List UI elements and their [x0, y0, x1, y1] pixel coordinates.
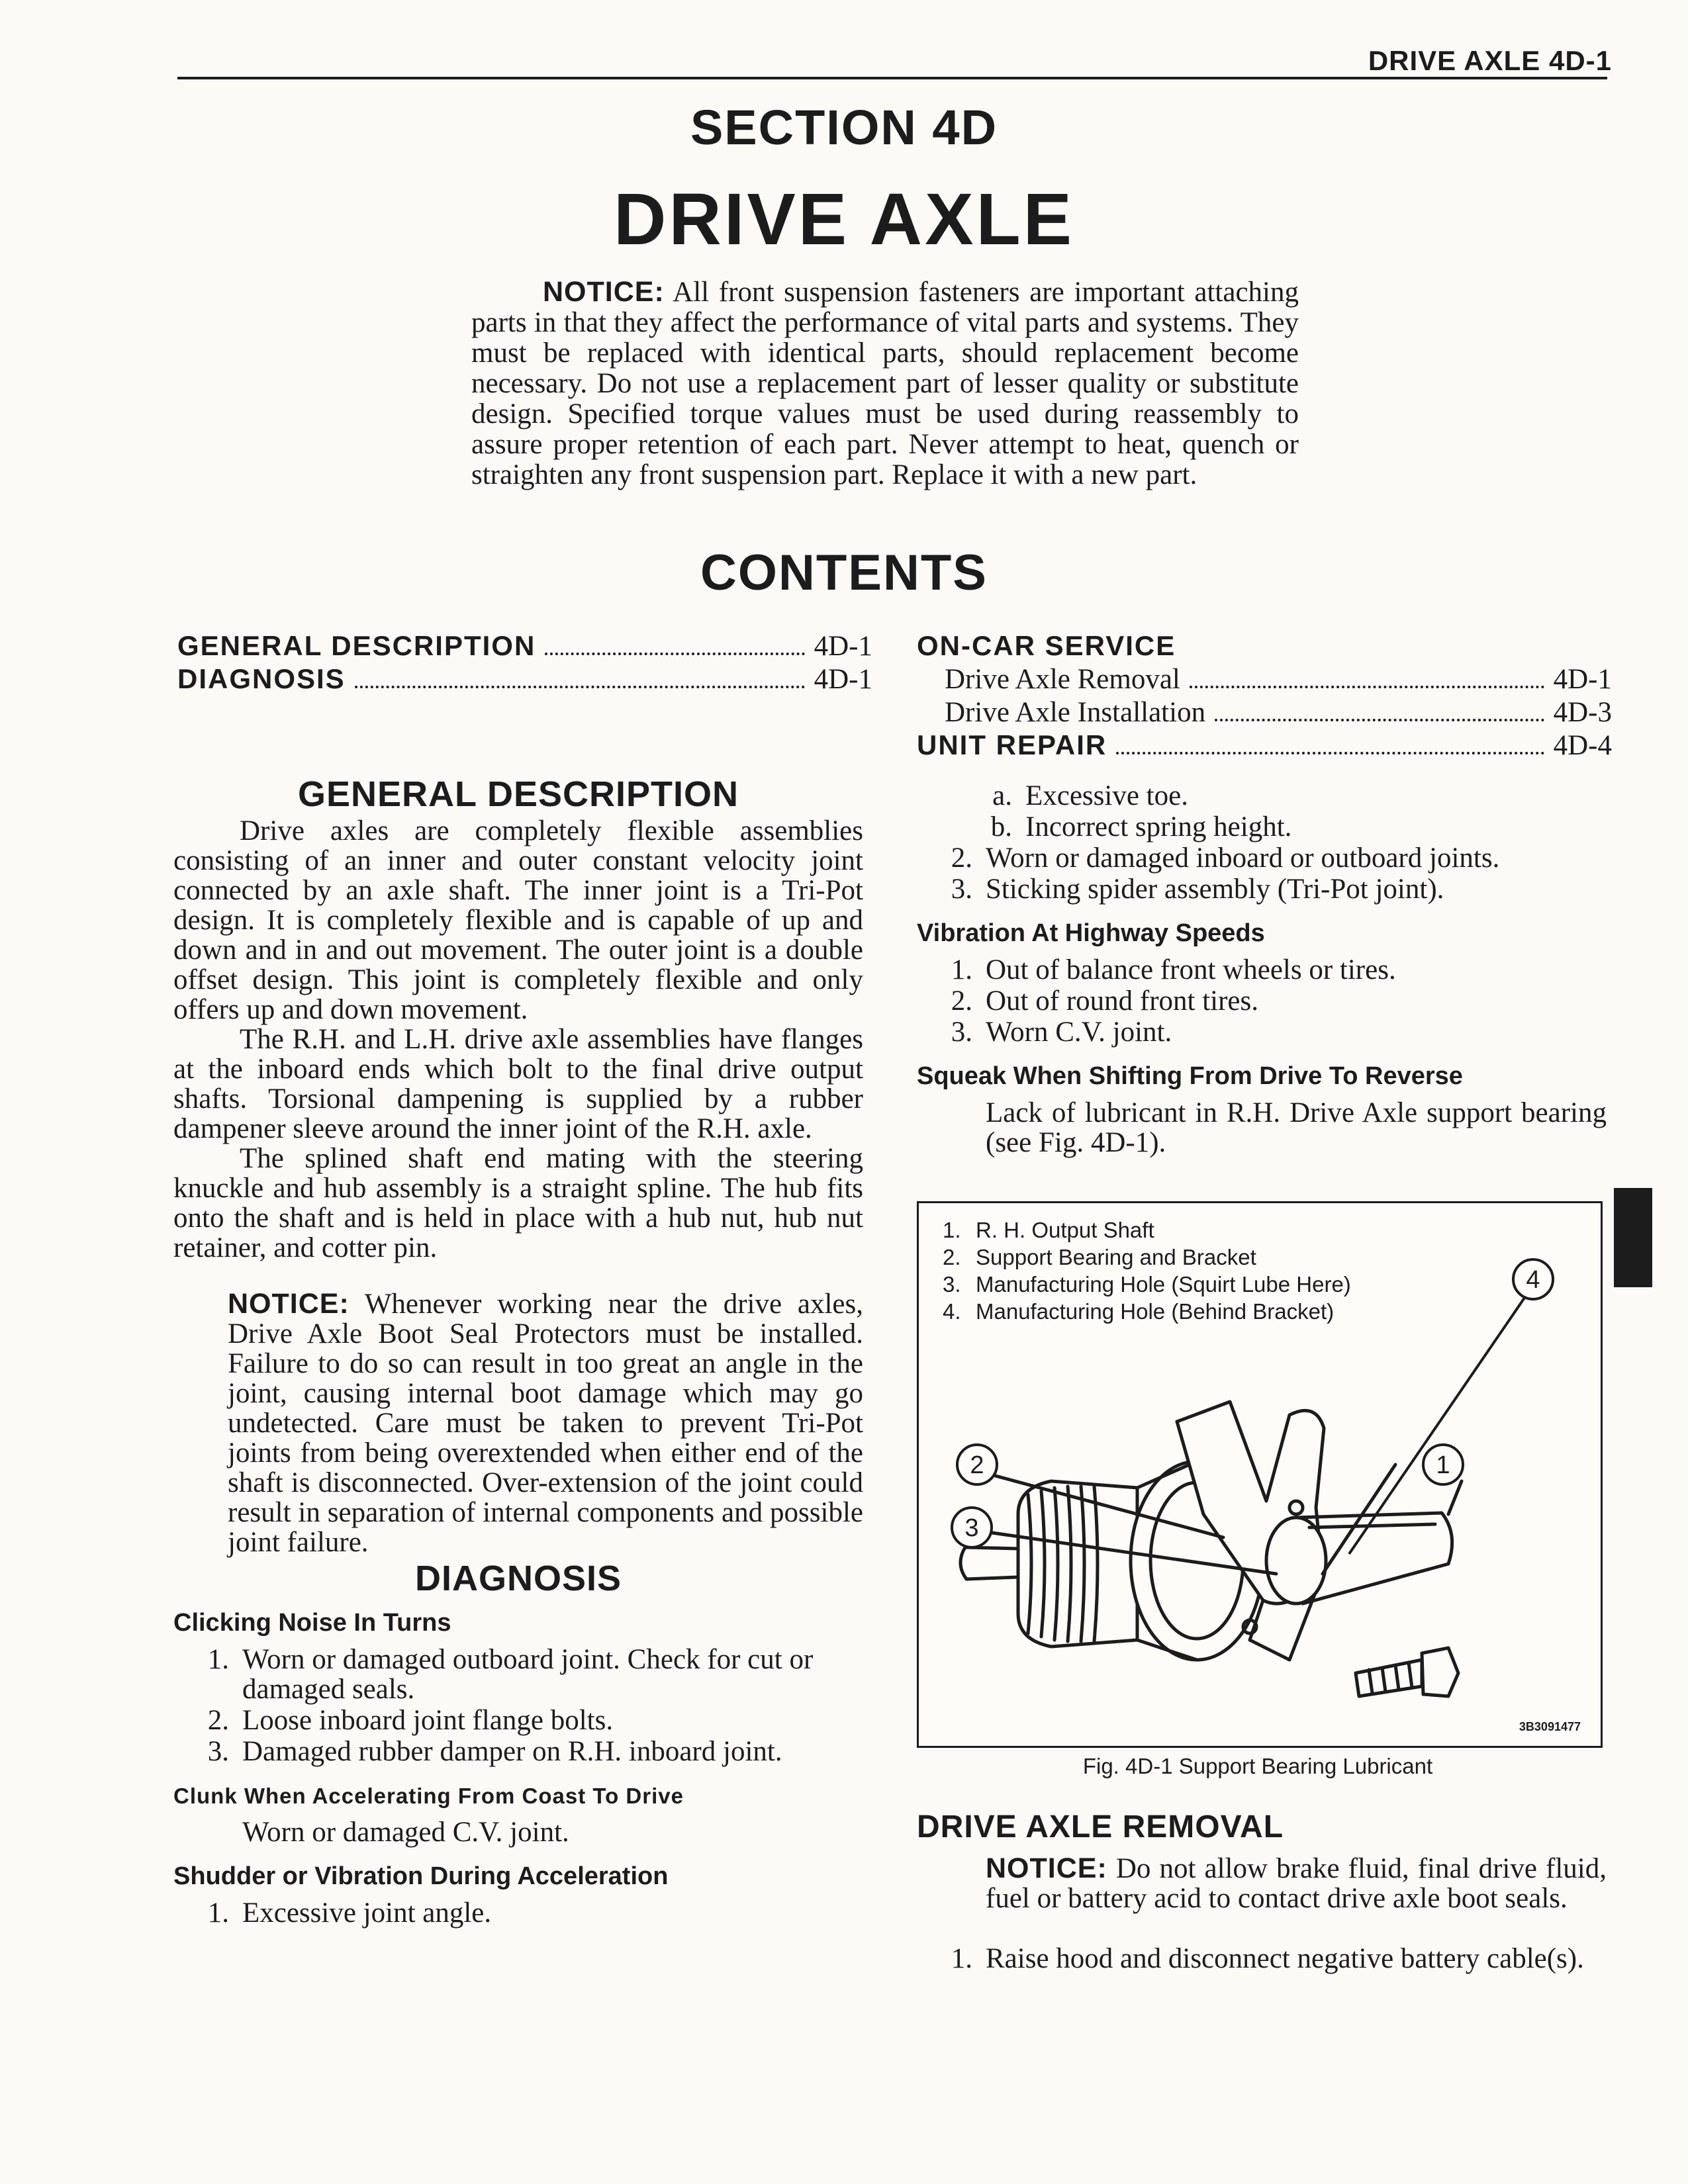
toc-entry-page: 4D-1: [1553, 664, 1612, 695]
item-text: Loose inboard joint flange bolts.: [242, 1705, 614, 1736]
axle-illustration: [919, 1203, 1601, 1746]
legend-text: Manufacturing Hole (Behind Bracket): [976, 1299, 1335, 1324]
list-item: [917, 874, 1607, 904]
toc-entry[interactable]: [917, 663, 1612, 696]
notice-label: NOTICE:: [986, 1852, 1107, 1884]
legend-text: R. H. Output Shaft: [976, 1218, 1154, 1242]
list-item: [917, 1017, 1607, 1047]
item-text: Worn or damaged inboard or outboard joints.: [986, 842, 1500, 874]
legend-number: 1.: [943, 1218, 961, 1242]
toc-entry-page: 4D-4: [1553, 730, 1612, 761]
item-text: Worn C.V. joint.: [986, 1017, 1172, 1048]
legend-number: 3.: [943, 1272, 961, 1297]
diagnosis-heading: DIAGNOSIS: [414, 1559, 622, 1598]
item-text: Worn or damaged outboard joint. Check for cut or damaged seals.: [242, 1644, 814, 1705]
item-number: 2.: [207, 1705, 229, 1736]
toc-entry-title: Drive Axle Removal: [945, 664, 1180, 695]
item-number: 1.: [951, 954, 972, 985]
removal-section: [917, 1809, 1607, 1975]
legend-number: 4.: [943, 1299, 961, 1324]
item-text: Sticking spider assembly (Tri-Pot joint).: [986, 874, 1444, 905]
item-number: b.: [990, 811, 1012, 842]
callout-4: 4: [1526, 1266, 1540, 1294]
toc-leader: [355, 686, 805, 688]
item-number: 1.: [207, 1644, 229, 1675]
paragraph: The splined shaft end mating with the steering knuckle and hub assembly is a straight spline. The hub fits onto the shaft and is held in place with a hub nut, hub nut retainer, and cotter pin.: [173, 1143, 863, 1263]
list-item: [173, 1737, 863, 1766]
contents-title: CONTENTS: [700, 545, 988, 601]
left-column: [173, 774, 863, 1929]
legend-text: Support Bearing and Bracket: [976, 1245, 1256, 1269]
item-number: 1.: [207, 1897, 229, 1929]
removal-heading: DRIVE AXLE REMOVAL: [917, 1809, 1284, 1844]
figure-support-bearing: [917, 1201, 1603, 1748]
toc-entry-page: 4D-3: [1553, 697, 1612, 728]
list-item: [173, 1898, 863, 1928]
toc-entry[interactable]: [917, 729, 1612, 762]
list-item: [917, 843, 1607, 873]
item-text: Out of round front tires.: [986, 985, 1259, 1017]
sub-list-item: [917, 781, 1607, 811]
toc-entry-page: 4D-1: [814, 664, 872, 695]
item-text: Incorrect spring height.: [1025, 811, 1292, 842]
notice-text: All front suspension fasteners are important attaching parts in that they affect the performance of vital parts and systems. They must be replaced with identical parts, should replacement become necessary. Do not use a replacement part of lesser quality or substitute design. Specified torque values must be used during reassembly to assure proper retention of each part. Never attempt to heat, quench or straighten any front suspension part. Replace it with a new part.: [471, 277, 1299, 490]
list-item: [917, 986, 1607, 1016]
callout-1: 1: [1436, 1451, 1450, 1479]
sub-list-item: [917, 812, 1607, 842]
toc-leader: [1215, 719, 1544, 721]
header-rule: [177, 77, 1607, 79]
symptom-heading: Clunk When Accelerating From Coast To Drive: [173, 1784, 684, 1808]
toc-entry[interactable]: [177, 663, 872, 696]
toc-entry-title: DIAGNOSIS: [177, 663, 346, 694]
item-text: Damaged rubber damper on R.H. inboard joint.: [242, 1736, 782, 1767]
item-text: Excessive joint angle.: [242, 1897, 492, 1929]
legend-number: 2.: [943, 1245, 961, 1269]
callout-2: 2: [970, 1451, 984, 1479]
notice-label: NOTICE:: [543, 276, 665, 308]
item-number: 3.: [951, 874, 972, 905]
toc-entry-title: UNIT REPAIR: [917, 729, 1107, 760]
general-description-heading: GENERAL DESCRIPTION: [297, 774, 739, 814]
toc-entry[interactable]: [917, 696, 1612, 729]
figure-caption: Fig. 4D-1 Support Bearing Lubricant: [1082, 1754, 1433, 1778]
item-text: Out of balance front wheels or tires.: [986, 954, 1396, 985]
paragraph: The R.H. and L.H. drive axle assemblies have flanges at the inboard ends which bolt to the final drive output shafts. Torsional dampening is supplied by a rubber dampener sleeve around the inner joint of the R.H. axle.: [173, 1024, 863, 1144]
item-text: Excessive toe.: [1025, 780, 1188, 811]
removal-notice: [917, 1854, 1607, 1913]
right-column: [917, 780, 1607, 1158]
item-number: 1.: [951, 1943, 972, 1974]
symptom-heading: Clicking Noise In Turns: [173, 1609, 451, 1637]
list-item: [917, 955, 1607, 985]
notice-label: NOTICE:: [228, 1288, 350, 1320]
list-item: [173, 1645, 863, 1704]
symptom-text: Lack of lubricant in R.H. Drive Axle support bearing (see Fig. 4D-1).: [986, 1097, 1607, 1158]
symptom-text: Worn or damaged C.V. joint.: [242, 1817, 569, 1848]
symptom-heading: Shudder or Vibration During Acceleration: [173, 1862, 669, 1890]
toc-leader: [545, 653, 804, 655]
toc-left: [177, 630, 872, 696]
list-item: [917, 1944, 1607, 1974]
item-number: a.: [992, 780, 1012, 811]
symptom-heading: Vibration At Highway Speeds: [917, 919, 1265, 947]
toc-entry-title: GENERAL DESCRIPTION: [177, 630, 536, 661]
item-number: 2.: [951, 842, 972, 874]
callout-3: 3: [964, 1514, 979, 1542]
legend-text: Manufacturing Hole (Squirt Lube Here): [976, 1272, 1351, 1297]
paragraph: Drive axles are completely flexible assemblies consisting of an inner and outer constant velocity joint connected by an axle shaft. The inner joint is a Tri-Pot design. It is completely flexible and is capable of up and down and in and out movement. The outer joint is a double offset design. This joint is completely flexible and only offers up and down movement.: [173, 815, 863, 1025]
notice-text: Whenever working near the drive axles, Drive Axle Boot Seal Protectors must be installed. Failure to do so can result in too great an angle in the joint, causing internal boot damage which may go undetected. Care must be taken to prevent Tri-Pot joints from being overextended when either end of the shaft is disconnected. Over-extension of the joint could result in separation of internal components and possible joint failure.: [228, 1289, 863, 1558]
running-head: DRIVE AXLE 4D-1: [1368, 45, 1612, 76]
item-number: 3.: [951, 1017, 972, 1048]
item-text: Raise hood and disconnect negative battery cable(s).: [986, 1943, 1584, 1974]
section-tab-mark: [1614, 1188, 1652, 1287]
toc-group-title: ON-CAR SERVICE: [917, 630, 1176, 661]
toc-group: [917, 630, 1612, 663]
figure-code: 3B3091477: [1519, 1720, 1581, 1733]
toc-entry-title: Drive Axle Installation: [945, 697, 1206, 728]
notice-text: Do not allow brake fluid, final drive fluid, fuel or battery acid to contact drive axle boot seals.: [986, 1853, 1607, 1914]
toc-entry-page: 4D-1: [814, 631, 872, 662]
item-number: 3.: [207, 1736, 229, 1767]
item-number: 2.: [951, 985, 972, 1017]
toc-right: [917, 630, 1612, 762]
section-label: SECTION 4D: [690, 100, 998, 155]
top-notice: [471, 277, 1299, 490]
list-item: [173, 1706, 863, 1735]
symptom-heading: Squeak When Shifting From Drive To Reverse: [917, 1062, 1463, 1090]
page-title: DRIVE AXLE: [613, 179, 1075, 260]
toc-leader: [1116, 752, 1544, 754]
toc-leader: [1190, 686, 1544, 688]
toc-entry[interactable]: [177, 630, 872, 663]
drive-axle-notice: [228, 1289, 863, 1557]
